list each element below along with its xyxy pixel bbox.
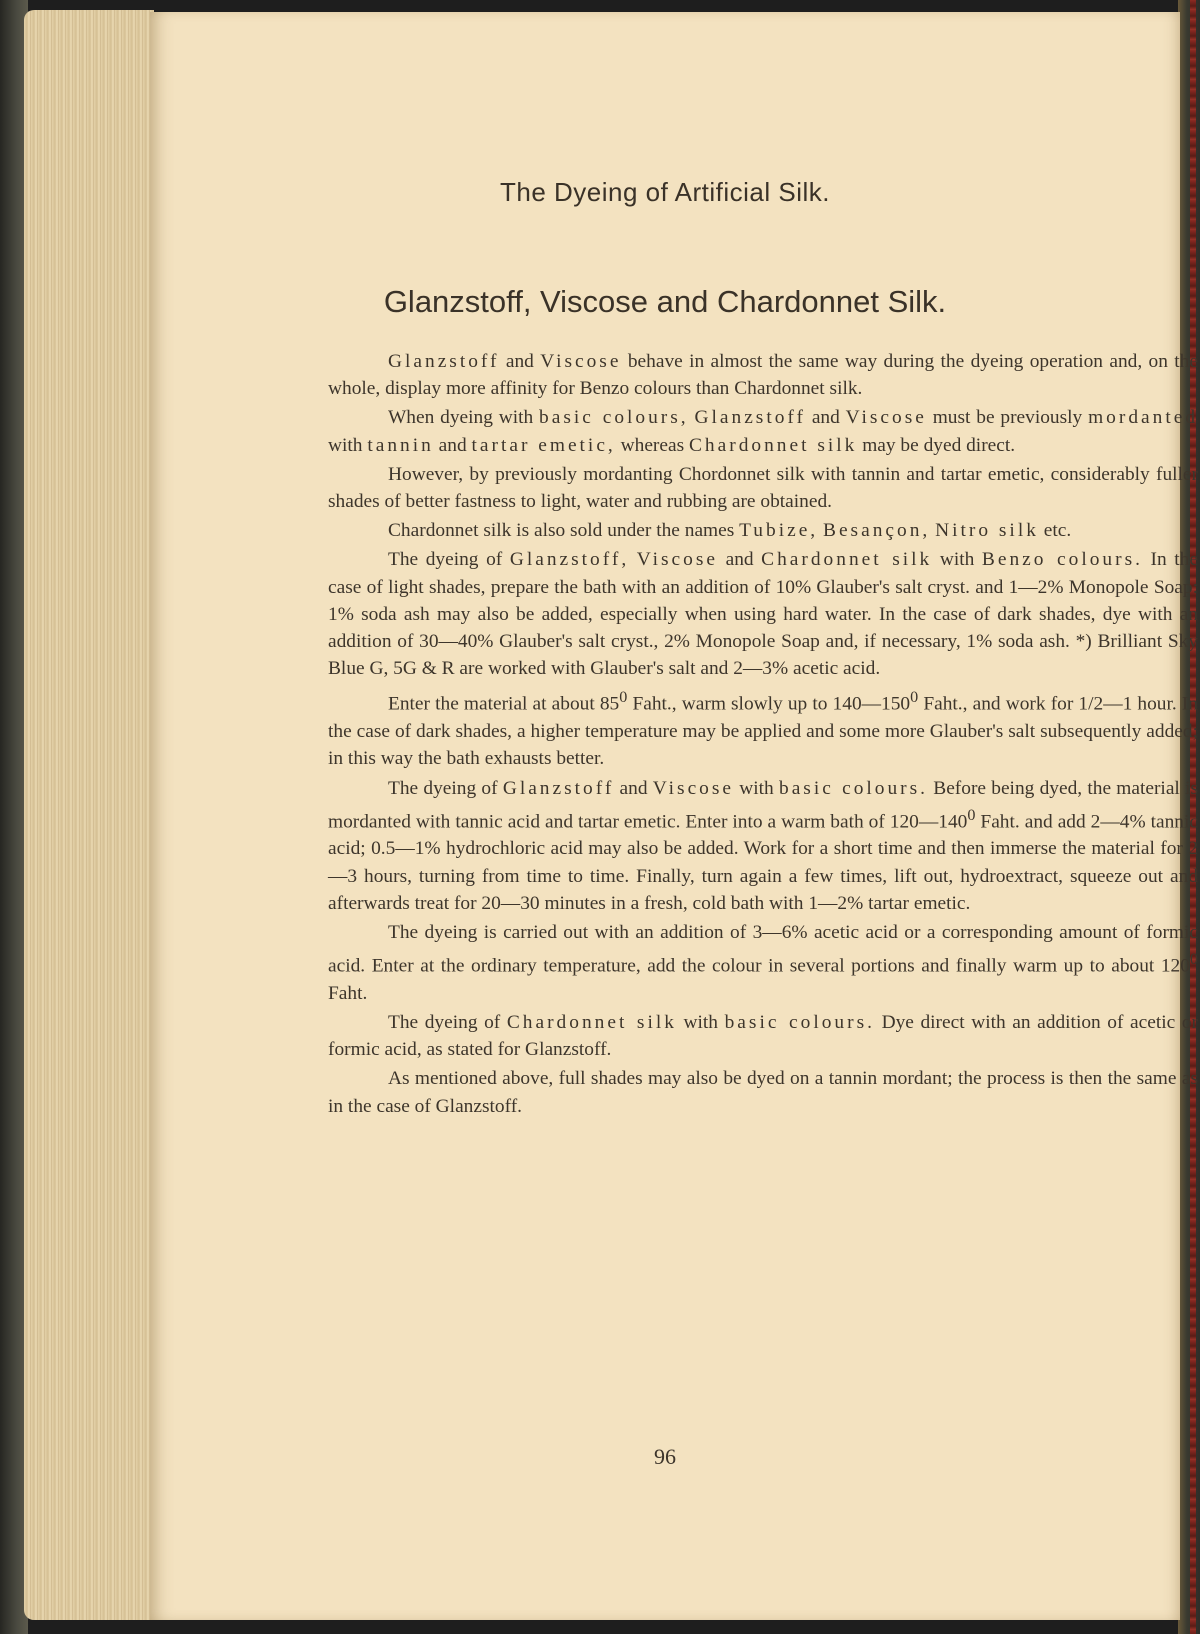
text: The dyeing of xyxy=(388,1012,507,1034)
spaced-term: Glanzstoff xyxy=(388,351,500,372)
spaced-term: Viscose xyxy=(540,351,622,372)
text: may be dyed direct. xyxy=(857,434,1016,456)
text: and xyxy=(718,549,762,571)
degree-mark: 0 xyxy=(967,806,976,824)
text: Before being dyed, the material is mordanted with tannic acid and tartar emetic. Enter into a warm bath of 120—140 xyxy=(328,777,1198,833)
text: and xyxy=(806,407,846,429)
text: with xyxy=(932,549,982,571)
spaced-term: Viscose xyxy=(652,777,735,799)
degree-mark: 0 xyxy=(1189,951,1198,969)
paragraph-3: However, by previously mordanting Chordonnet silk with tannin and tartar emetic, considerably fuller shades of better fastness to light, water and rubbing are obtained. xyxy=(328,463,1198,513)
spaced-term: Viscose xyxy=(636,549,718,571)
spaced-term: Besançon, xyxy=(823,520,931,542)
paragraph-2 xyxy=(328,404,1198,458)
paragraph-9 xyxy=(328,1009,1198,1063)
text: etc. xyxy=(1038,520,1072,542)
book-page xyxy=(150,12,1199,1620)
text: Faht., and work for xyxy=(918,693,1079,715)
text: The dyeing is carried out with an addition of 3—6% acetic acid or a corresponding amount of formic acid. Enter at the ordinary temperature, add the colour in several portions and finally warm up to about 120 xyxy=(328,922,1198,977)
paragraph-10: As mentioned above, full shades may also be dyed on a tannin mordant; the process is then the same as in the case of Glanzstoff. xyxy=(328,1068,1198,1117)
text: In the case of light shades, prepare the bath with an addition of 10% Glauber's salt cryst. and 1—2% Monopole Soap: 1% soda ash may also be added, especially when using hard water. In the case of dark shades, dye with an addition of 30—40% Glauber's salt cryst., 2% Monopole Soap and, if necessary, 1% soda ash. *) Brilliant Sky Blue G, 5G & R are worked with Glauber's salt and 2—3% acetic acid. xyxy=(328,549,1198,680)
text: and xyxy=(433,434,472,456)
spaced-term: Chardonnet silk xyxy=(689,434,858,456)
text: The dyeing of xyxy=(388,777,503,799)
spaced-term: Glanzstoff, xyxy=(509,549,630,571)
spaced-term: Nitro silk xyxy=(935,520,1039,542)
spaced-term: basic colours, xyxy=(539,407,689,429)
spaced-term: tannin xyxy=(367,434,434,456)
paragraph-5 xyxy=(328,546,1198,682)
text: with xyxy=(676,1012,725,1034)
text: Enter the material at about 85 xyxy=(388,693,620,715)
spaced-term: Viscose xyxy=(845,407,927,429)
text: with xyxy=(328,434,368,456)
spaced-term: Glanzstoff xyxy=(502,777,615,799)
spaced-term: basic colours. xyxy=(779,777,929,799)
spaced-term: Chardonnet silk xyxy=(761,549,933,571)
text: Chardonnet silk is also sold under the names xyxy=(388,520,740,542)
text: When dyeing with xyxy=(388,407,540,429)
page-edges xyxy=(24,10,154,1620)
running-head: The Dyeing of Artificial Silk. xyxy=(499,177,830,207)
text: —1 hour. In the case of dark shades, a higher temperature may be applied and some more Glauber's salt subsequently added; in this way the bath exhausts better. xyxy=(328,693,1198,770)
paragraph-6 xyxy=(328,684,1198,772)
text xyxy=(629,549,637,570)
spaced-term: Tubize, xyxy=(739,520,819,542)
spaced-term: mordanted xyxy=(1088,407,1199,429)
paragraph-8 xyxy=(328,919,1198,1007)
fraction: 1/2 xyxy=(1078,693,1104,715)
chapter-title: Glanzstoff, Viscose and Chardonnet Silk. xyxy=(383,284,947,319)
degree-mark: 0 xyxy=(619,689,628,707)
degree-mark: 0 xyxy=(910,689,919,707)
spaced-term: Chardonnet silk xyxy=(506,1012,677,1034)
text: must be previously xyxy=(926,407,1089,429)
text: with xyxy=(734,777,779,799)
paragraph-7 xyxy=(328,775,1198,917)
body-text xyxy=(328,348,1198,1122)
text: Dye direct with an addition of acetic or formic acid, as stated for Glanzstoff. xyxy=(328,1012,1198,1061)
paragraph-1 xyxy=(328,348,1198,402)
spaced-term: tartar emetic, xyxy=(471,434,616,456)
text: and xyxy=(614,777,653,799)
text: behave in almost the same way during the dyeing operation and, on the whole, display more affinity for Benzo colours than Chardonnet silk. xyxy=(328,351,1198,400)
text: whereas xyxy=(615,434,689,456)
spaced-term: Benzo colours. xyxy=(981,549,1143,571)
spaced-term: Glanzstoff xyxy=(694,407,806,429)
spaced-term: basic colours. xyxy=(724,1012,875,1034)
text: The dyeing of xyxy=(388,549,510,571)
page-number: 96 xyxy=(654,1444,676,1469)
text: Faht. xyxy=(328,982,368,1004)
paragraph-4 xyxy=(328,517,1198,544)
text: Faht. and add 2—4% tannic acid; 0.5—1% hydrochloric acid may also be added. Work for a short time and then immerse the material for 2—3 hours, turning from time to time. Finally, turn again a few times, lift out, hydroextract, squeeze out and afterwards treat for 20—30 minutes in a fresh, cold bath with 1—2% tartar emetic. xyxy=(328,811,1198,914)
text: Faht., warm slowly up to 140—150 xyxy=(627,693,911,715)
text: and xyxy=(499,351,541,372)
